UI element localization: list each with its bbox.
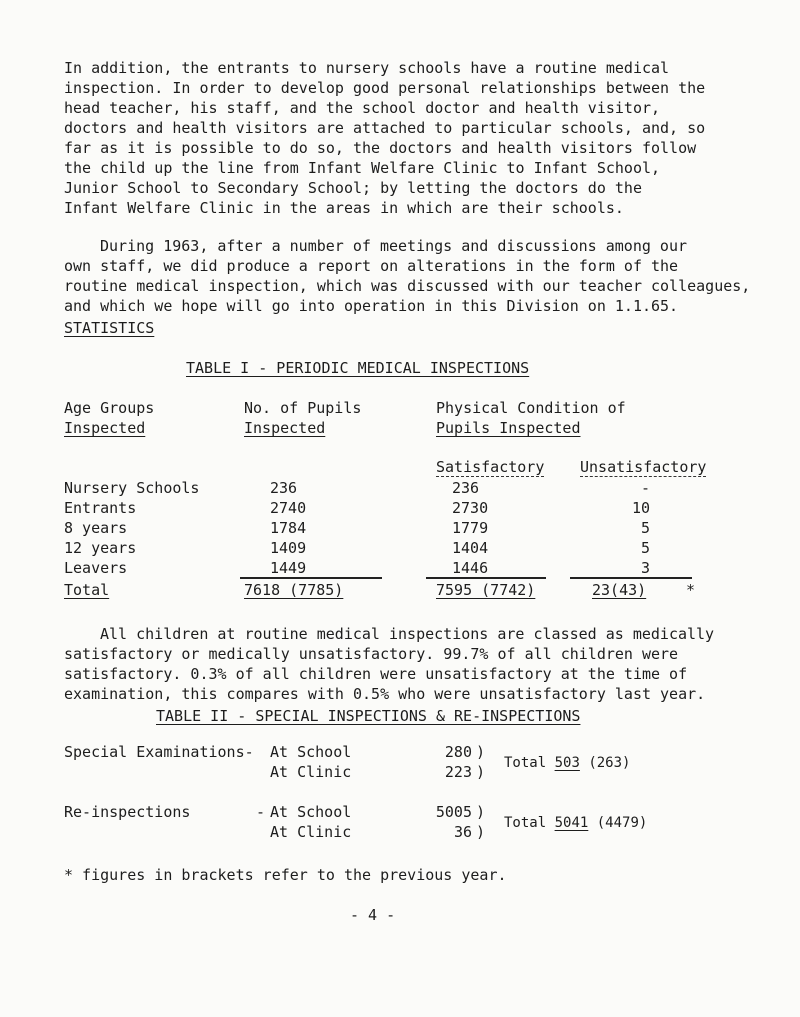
header-number-inspected: Inspected bbox=[244, 419, 326, 437]
header-unsatisfactory: Unsatisfactory bbox=[580, 458, 707, 476]
row-group: Entrants bbox=[64, 499, 137, 517]
summary-line: All children at routine medical inspections are classed as medically bbox=[100, 625, 715, 643]
row-satisfactory: 1404 bbox=[452, 539, 489, 557]
intro-line: head teacher, his staff, and the school doctor and health visitor, bbox=[64, 99, 661, 117]
row-unsatisfactory: 3 bbox=[640, 559, 650, 577]
reinspection-at-school-value: 5005 bbox=[435, 803, 472, 821]
row-unsatisfactory: 5 bbox=[640, 539, 650, 557]
intro-line: Junior School to Secondary School; by letting the doctors do the bbox=[64, 179, 642, 197]
summary-line: satisfactory or medically unsatisfactory. 99.7% of all children were bbox=[64, 645, 679, 663]
reinspection-total: Total 5041 (4479) bbox=[504, 815, 648, 831]
special-at-clinic: At Clinic bbox=[270, 763, 352, 781]
row-group: 12 years bbox=[64, 539, 137, 557]
row-number: 1449 bbox=[270, 559, 307, 577]
intro-line: the child up the line from Infant Welfare Clinic to Infant School, bbox=[64, 159, 661, 177]
intro-line: inspection. In order to develop good personal relationships between the bbox=[64, 79, 706, 97]
intro-paragraph bbox=[64, 58, 764, 218]
intro-line: doctors and health visitors are attached to particular schools, and, so bbox=[64, 119, 706, 137]
reinspection-at-school: At School bbox=[270, 803, 352, 821]
summary-line: examination, this compares with 0.5% who were unsatisfactory last year. bbox=[64, 685, 706, 703]
header-satisfactory: Satisfactory bbox=[436, 458, 545, 476]
row-satisfactory: 2730 bbox=[452, 499, 489, 517]
total-rule-satisfactory bbox=[426, 577, 546, 579]
header-physical-condition: Physical Condition of bbox=[436, 399, 626, 417]
intro-line: In addition, the entrants to nursery schools have a routine medical bbox=[64, 59, 670, 77]
special-examinations-label: Special Examinations- bbox=[64, 743, 254, 761]
special-at-clinic-value: 223 bbox=[444, 763, 472, 781]
row-satisfactory: 1779 bbox=[452, 519, 489, 537]
summary-line: satisfactory. 0.3% of all children were unsatisfactory at the time of bbox=[64, 665, 688, 683]
total-rule-number bbox=[240, 577, 382, 579]
page-number: - 4 - bbox=[350, 906, 396, 924]
row-number: 2740 bbox=[270, 499, 307, 517]
header-age-groups: Age Groups bbox=[64, 399, 155, 417]
intro-line: Infant Welfare Clinic in the areas in which are their schools. bbox=[64, 199, 624, 217]
table2-title: TABLE II - SPECIAL INSPECTIONS & RE-INSPECTIONS bbox=[156, 707, 581, 725]
table1-title: TABLE I - PERIODIC MEDICAL INSPECTIONS bbox=[186, 359, 530, 377]
total-footnote-mark: * bbox=[686, 581, 696, 599]
brace-icon: ) bbox=[476, 743, 486, 761]
total-satisfactory: 7595 (7742) bbox=[436, 581, 536, 599]
total-number: 7618 (7785) bbox=[244, 581, 344, 599]
during-line: own staff, we did produce a report on alterations in the form of the bbox=[64, 257, 679, 275]
brace-icon: ) bbox=[476, 823, 486, 841]
row-number: 1409 bbox=[270, 539, 307, 557]
row-group: 8 years bbox=[64, 519, 128, 537]
row-unsatisfactory: - bbox=[640, 479, 650, 497]
row-unsatisfactory: 10 bbox=[631, 499, 650, 517]
brace-icon: ) bbox=[476, 763, 486, 781]
during-paragraph bbox=[64, 236, 764, 316]
re-inspections-sep: - bbox=[256, 803, 266, 821]
row-number: 1784 bbox=[270, 519, 307, 537]
special-at-school: At School bbox=[270, 743, 352, 761]
during-line: During 1963, after a number of meetings and discussions among our bbox=[100, 237, 687, 255]
header-age-inspected: Inspected bbox=[64, 419, 146, 437]
row-number: 236 bbox=[270, 479, 298, 497]
header-pupils-inspected: Pupils Inspected bbox=[436, 419, 581, 437]
row-group: Nursery Schools bbox=[64, 479, 200, 497]
total-label: Total bbox=[64, 581, 110, 599]
re-inspections-label: Re-inspections bbox=[64, 803, 191, 821]
row-unsatisfactory: 5 bbox=[640, 519, 650, 537]
special-at-school-value: 280 bbox=[444, 743, 472, 761]
intro-line: far as it is possible to do so, the doctors and health visitors follow bbox=[64, 139, 697, 157]
row-satisfactory: 1446 bbox=[452, 559, 489, 577]
summary-paragraph bbox=[64, 624, 764, 704]
total-unsatisfactory: 23(43) bbox=[592, 581, 647, 599]
row-group: Leavers bbox=[64, 559, 128, 577]
row-satisfactory: 236 bbox=[452, 479, 480, 497]
during-line: routine medical inspection, which was discussed with our teacher colleagues, bbox=[64, 277, 751, 295]
footnote: * figures in brackets refer to the previous year. bbox=[64, 866, 507, 884]
header-number-pupils: No. of Pupils bbox=[244, 399, 362, 417]
brace-icon: ) bbox=[476, 803, 486, 821]
reinspection-at-clinic-value: 36 bbox=[453, 823, 472, 841]
during-line: and which we hope will go into operation in this Division on 1.1.65. bbox=[64, 297, 679, 315]
total-rule-unsatisfactory bbox=[570, 577, 692, 579]
statistics-heading: STATISTICS bbox=[64, 319, 155, 337]
special-total: Total 503 (263) bbox=[504, 755, 631, 771]
reinspection-at-clinic: At Clinic bbox=[270, 823, 352, 841]
